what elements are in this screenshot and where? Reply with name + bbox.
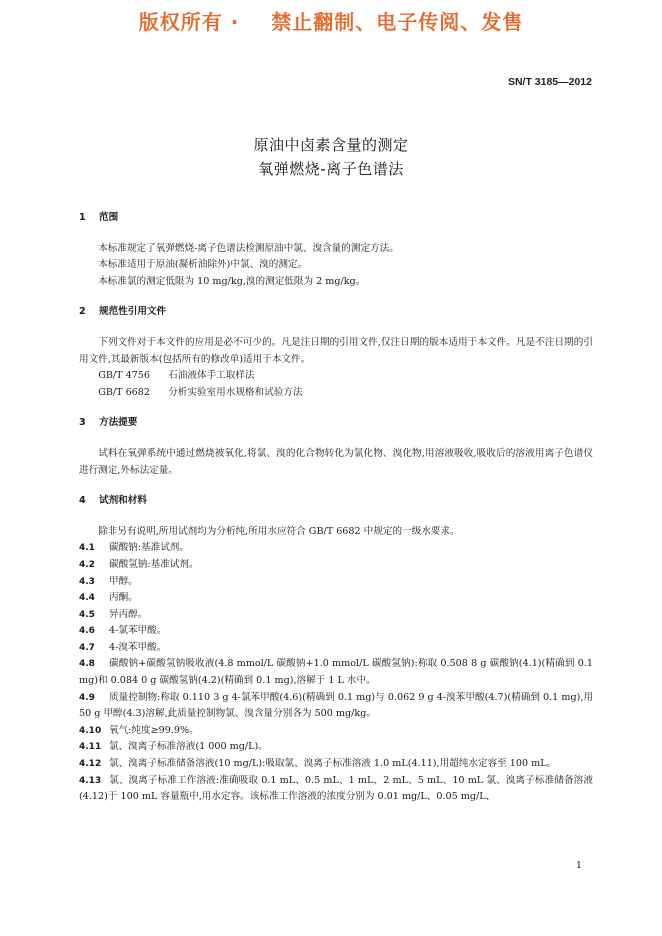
section-number: 2 (79, 306, 86, 318)
section-title: 规范性引用文件 (99, 306, 167, 318)
section-number: 4 (79, 495, 86, 507)
reagent-item (79, 739, 593, 756)
reagent-item (79, 623, 593, 640)
section-heading (79, 210, 593, 227)
paragraph: 本标准规定了氧弹燃烧-离子色谱法检测原油中氯、溴含量的测定方法。 (98, 242, 399, 254)
reference-title: 分析实验室用水规格和试验方法 (168, 386, 303, 398)
item-number: 4.9 (79, 692, 95, 703)
item-number: 4.1 (79, 543, 95, 554)
item-number: 4.2 (79, 559, 95, 570)
paragraph: 本标准氯的测定低限为 10 mg/kg,溴的测定低限为 2 mg/kg。 (98, 275, 366, 287)
section-heading (79, 304, 593, 321)
copyright-watermark (0, 6, 662, 35)
document-title-line1: 原油中卤素含量的测定 (253, 136, 409, 154)
item-text: 氯、溴离子标准储备溶液(10 mg/L):吸取氯、溴离子标准溶液 1.0 mL(4.11),用超纯水定容至 100 mL。 (109, 758, 557, 770)
watermark-part1: 版权所有 · (138, 10, 240, 34)
item-number: 4.10 (79, 725, 102, 736)
paragraph: 试料在氧弹系统中通过燃烧被氧化,将氯、溴的化合物转化为氯化物、溴化物,用溶液吸收,吸收后的溶液用离子色谱仪进行测定,外标法定量。 (79, 447, 593, 476)
item-text: 氯、溴离子标准工作溶液:准确吸取 0.1 mL、0.5 mL、1 mL、2 mL、5 mL、10 mL 氯、溴离子标准储备溶液(4.12)于 100 mL 容量瓶中,用水定容。该标准工作溶液的浓度分别为 0.01 mg/L、0.05 mg/L、 (79, 774, 593, 803)
reagent-item (79, 590, 593, 607)
item-number: 4.4 (79, 593, 95, 604)
item-number: 4.6 (79, 626, 95, 637)
section-title: 方法提要 (99, 417, 138, 429)
section-title: 试剂和材料 (99, 495, 147, 507)
item-text: 质量控制物:称取 0.110 3 g 4-氯苯甲酸(4.6)(精确到 0.1 mg)与 0.062 9 g 4-溴苯甲酸(4.7)(精确到 0.1 mg),用 50 g 甲醇(4.3)溶解,此质量控制物氯、溴含量分别各为 500 mg/kg。 (79, 691, 593, 720)
item-text: 丙酮。 (109, 592, 138, 604)
reagent-item (79, 723, 593, 740)
item-text: 4-氯苯甲酸。 (109, 625, 167, 637)
section-number: 1 (79, 212, 86, 223)
item-text: 碳酸氢钠:基准试剂。 (109, 558, 199, 570)
reference-title: 石油液体手工取样法 (168, 370, 255, 382)
reagent-item (79, 656, 593, 689)
item-text: 氯、溴离子标准溶液(1 000 mg/L)。 (109, 741, 268, 753)
item-number: 4.3 (79, 576, 95, 587)
watermark-part2: 禁止翻制、电子传阅、发售 (271, 10, 524, 34)
section-number: 3 (79, 417, 86, 429)
reagent-item (79, 607, 593, 624)
item-number: 4.12 (79, 759, 102, 770)
section-heading (79, 493, 593, 510)
document-title-line2: 氧弹燃烧-离子色谱法 (258, 160, 404, 178)
item-text: 氧气:纯度≥99.9%。 (109, 724, 199, 736)
item-text: 异丙醇。 (109, 608, 148, 620)
item-number: 4.5 (79, 609, 95, 620)
paragraph: 下列文件对于本文件的应用是必不可少的。凡是注日期的引用文件,仅注日期的版本适用于本文件。凡是不注日期的引用文件,其最新版本(包括所有的修改单)适用于本文件。 (79, 336, 593, 365)
normative-reference (79, 385, 593, 402)
reagent-item (79, 540, 593, 557)
item-text: 甲醇。 (109, 575, 138, 587)
document-body (79, 210, 593, 806)
reagent-item (79, 640, 593, 657)
reagent-item (79, 690, 593, 723)
standard-code: SN/T 3185—2012 (507, 76, 592, 88)
paragraph: 本标准适用于原油(凝析油除外)中氯、溴的测定。 (98, 259, 308, 271)
section-heading (79, 415, 593, 432)
normative-reference (79, 368, 593, 385)
item-number: 4.7 (79, 642, 95, 653)
reference-code: GB/T 6682 (98, 386, 150, 398)
item-number: 4.11 (79, 742, 102, 753)
reagent-item (79, 773, 593, 806)
page-number: 1 (575, 860, 582, 871)
reagent-item (79, 557, 593, 574)
section-title: 范围 (99, 212, 119, 223)
item-text: 碳酸钠:基准试剂。 (109, 542, 189, 554)
reagent-item (79, 574, 593, 591)
item-number: 4.8 (79, 659, 95, 670)
item-number: 4.13 (79, 775, 102, 786)
reagent-item (79, 756, 593, 773)
item-text: 4-溴苯甲酸。 (109, 641, 167, 653)
paragraph: 除非另有说明,所用试剂均为分析纯,所用水应符合 GB/T 6682 中规定的一级水要求。 (98, 525, 460, 537)
item-text: 碳酸钠+碳酸氢钠吸收液(4.8 mmol/L 碳酸钠+1.0 mmol/L 碳酸氢钠):称取 0.508 8 g 碳酸钠(4.1)(精确到 0.1 mg)和 0.084 0 g 碳酸氢钠(4.2)(精确到 0.1 mg),溶解于 1 L 水中。 (79, 658, 593, 687)
reference-code: GB/T 4756 (98, 370, 150, 382)
